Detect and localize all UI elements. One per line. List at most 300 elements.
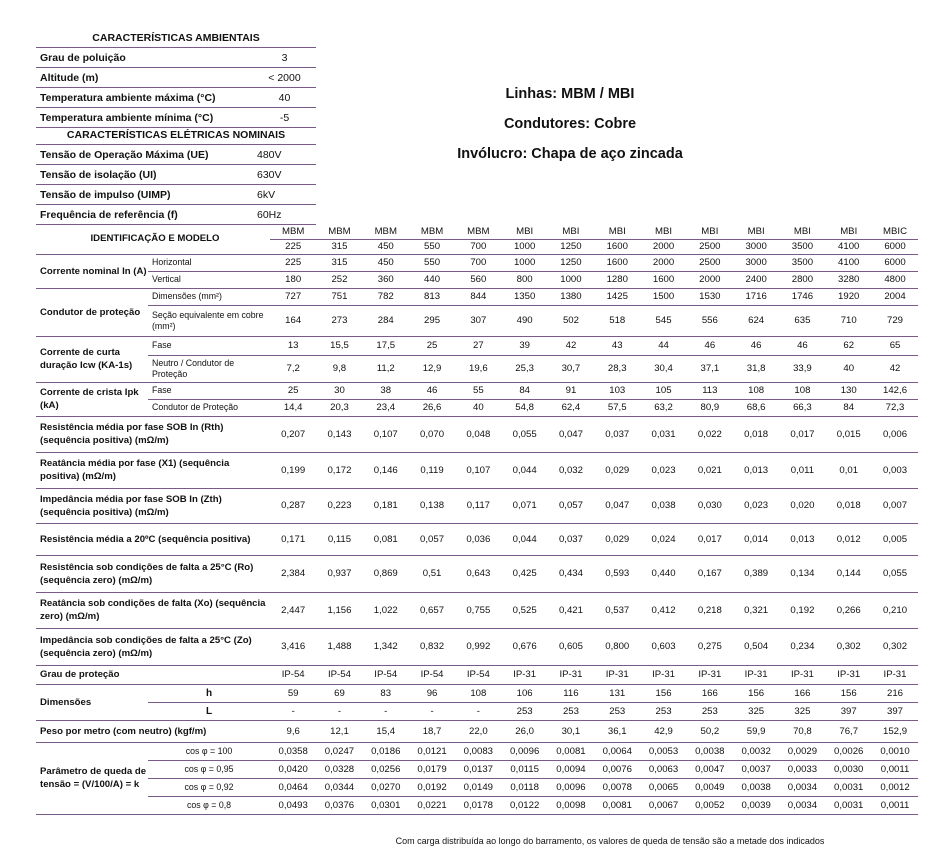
- value-cell: 105: [640, 382, 686, 399]
- value-cell: 800: [502, 271, 548, 288]
- value-cell: 0,171: [270, 523, 316, 555]
- value-cell: 156: [733, 684, 779, 702]
- value-cell: 0,038: [640, 488, 686, 523]
- value-cell: 0,0031: [826, 778, 872, 796]
- value-cell: 0,044: [502, 523, 548, 555]
- value-cell: 17,5: [363, 336, 409, 355]
- value-cell: 0,0039: [733, 796, 779, 814]
- value-cell: 46: [779, 336, 825, 355]
- table-row: [36, 416, 918, 452]
- value-cell: 0,605: [548, 628, 594, 665]
- value-cell: 0,071: [502, 488, 548, 523]
- value-cell: 0,044: [502, 452, 548, 488]
- value-cell: 42: [548, 336, 594, 355]
- value-cell: 40: [826, 355, 872, 382]
- value-cell: 1380: [548, 288, 594, 305]
- line-cell: MBI: [594, 224, 640, 239]
- row-label: Reatância sob condições de falta (Xo) (sequência zero) (mΩ/m): [36, 592, 270, 628]
- value-cell: 31,8: [733, 355, 779, 382]
- value-cell: 0,0031: [826, 796, 872, 814]
- value-cell: 0,643: [455, 555, 501, 592]
- value-cell: 0,0033: [779, 760, 825, 778]
- value-cell: 0,015: [826, 416, 872, 452]
- value-cell: IP-54: [270, 665, 316, 684]
- table-row: [36, 399, 918, 416]
- line-cell: MBI: [548, 224, 594, 239]
- value-cell: 62: [826, 336, 872, 355]
- value-cell: 315: [316, 254, 362, 271]
- value-cell: 0,504: [733, 628, 779, 665]
- table-row: [36, 796, 918, 814]
- value-cell: 0,0149: [455, 778, 501, 796]
- value-cell: 0,0011: [872, 760, 918, 778]
- value-cell: 252: [316, 271, 362, 288]
- value-cell: 0,0038: [733, 778, 779, 796]
- value-cell: 700: [455, 254, 501, 271]
- headline-lines: Linhas: MBM / MBI: [505, 86, 635, 102]
- value-cell: 0,020: [779, 488, 825, 523]
- value-cell: 42,9: [640, 720, 686, 742]
- sub-label: cos φ = 100: [148, 742, 270, 760]
- table-row: [36, 452, 918, 488]
- value-cell: 50,2: [687, 720, 733, 742]
- value-cell: 12,9: [409, 355, 455, 382]
- table-row: [36, 592, 918, 628]
- value-cell: 84: [502, 382, 548, 399]
- elec-header: CARACTERÍSTICAS ELÉTRICAS NOMINAIS: [36, 125, 316, 145]
- value-cell: 12,1: [316, 720, 362, 742]
- value-cell: 0,0420: [270, 760, 316, 778]
- line-cell: MBM: [270, 224, 316, 239]
- value-cell: 14,4: [270, 399, 316, 416]
- value-cell: 0,023: [733, 488, 779, 523]
- value-cell: 0,0034: [779, 778, 825, 796]
- value-cell: 9,8: [316, 355, 362, 382]
- value-cell: 450: [363, 254, 409, 271]
- value-cell: 0,0026: [826, 742, 872, 760]
- value-cell: 0,143: [316, 416, 362, 452]
- id-model-label: IDENTIFICAÇÃO E MODELO: [36, 224, 270, 254]
- value-cell: 782: [363, 288, 409, 305]
- sub-label: Horizontal: [148, 254, 270, 271]
- elec-label: Tensão de isolação (UI): [36, 165, 253, 185]
- value-cell: 0,0067: [640, 796, 686, 814]
- value-cell: 0,832: [409, 628, 455, 665]
- value-cell: 0,0081: [548, 742, 594, 760]
- value-cell: 0,199: [270, 452, 316, 488]
- env-header: CARACTERÍSTICAS AMBIENTAIS: [36, 28, 316, 48]
- table-row: [36, 665, 918, 684]
- value-cell: 46: [687, 336, 733, 355]
- value-cell: 19,6: [455, 355, 501, 382]
- value-cell: 106: [502, 684, 548, 702]
- headline-enclosure: Invólucro: Chapa de aço zincada: [457, 146, 683, 162]
- value-cell: 284: [363, 305, 409, 336]
- group-label: Corrente nominal In (A): [36, 254, 148, 288]
- value-cell: 0,0098: [548, 796, 594, 814]
- value-cell: 72,3: [872, 399, 918, 416]
- row-label: Impedância média por fase SOB In (Zth) (sequência positiva) (mΩ/m): [36, 488, 270, 523]
- value-cell: 57,5: [594, 399, 640, 416]
- value-cell: 0,048: [455, 416, 501, 452]
- value-cell: IP-31: [502, 665, 548, 684]
- value-cell: 76,7: [826, 720, 872, 742]
- value-cell: 0,0064: [594, 742, 640, 760]
- value-cell: 2400: [733, 271, 779, 288]
- value-cell: 0,013: [779, 523, 825, 555]
- env-value: 3: [253, 48, 316, 68]
- value-cell: 1,022: [363, 592, 409, 628]
- value-cell: 635: [779, 305, 825, 336]
- table-row: [36, 555, 918, 592]
- value-cell: 0,0122: [502, 796, 548, 814]
- value-cell: 30,7: [548, 355, 594, 382]
- model-cell: 1600: [594, 239, 640, 254]
- value-cell: 0,018: [733, 416, 779, 452]
- table-row: [36, 355, 918, 382]
- value-cell: 25,3: [502, 355, 548, 382]
- value-cell: 59: [270, 684, 316, 702]
- sub-label: Vertical: [148, 271, 270, 288]
- value-cell: 0,755: [455, 592, 501, 628]
- value-cell: 0,869: [363, 555, 409, 592]
- value-cell: 0,146: [363, 452, 409, 488]
- value-cell: 0,192: [779, 592, 825, 628]
- value-cell: 545: [640, 305, 686, 336]
- value-cell: 490: [502, 305, 548, 336]
- value-cell: 0,412: [640, 592, 686, 628]
- value-cell: 0,144: [826, 555, 872, 592]
- value-cell: 1920: [826, 288, 872, 305]
- value-cell: 0,434: [548, 555, 594, 592]
- line-cell: MBM: [455, 224, 501, 239]
- value-cell: 0,0192: [409, 778, 455, 796]
- value-cell: IP-31: [548, 665, 594, 684]
- value-cell: 30,4: [640, 355, 686, 382]
- value-cell: 0,234: [779, 628, 825, 665]
- value-cell: 0,024: [640, 523, 686, 555]
- value-cell: 0,0030: [826, 760, 872, 778]
- value-cell: 166: [779, 684, 825, 702]
- value-cell: 15,5: [316, 336, 362, 355]
- value-cell: 55: [455, 382, 501, 399]
- value-cell: 0,047: [594, 488, 640, 523]
- line-cell: MBI: [687, 224, 733, 239]
- value-cell: 560: [455, 271, 501, 288]
- value-cell: 0,0053: [640, 742, 686, 760]
- value-cell: 273: [316, 305, 362, 336]
- value-cell: 25: [409, 336, 455, 355]
- value-cell: 0,107: [455, 452, 501, 488]
- value-cell: 84: [826, 399, 872, 416]
- line-cell: MBI: [779, 224, 825, 239]
- value-cell: 46: [409, 382, 455, 399]
- value-cell: 43: [594, 336, 640, 355]
- value-cell: 813: [409, 288, 455, 305]
- value-cell: IP-31: [687, 665, 733, 684]
- value-cell: 142,6: [872, 382, 918, 399]
- value-cell: 0,0096: [548, 778, 594, 796]
- value-cell: 518: [594, 305, 640, 336]
- value-cell: 2000: [640, 254, 686, 271]
- elec-value: 480V: [253, 145, 316, 165]
- value-cell: 0,0247: [316, 742, 362, 760]
- value-cell: -: [363, 702, 409, 720]
- value-cell: 0,0011: [872, 796, 918, 814]
- value-cell: 624: [733, 305, 779, 336]
- line-cell: MBI: [733, 224, 779, 239]
- value-cell: 36,1: [594, 720, 640, 742]
- row-label: Grau de proteção: [36, 665, 270, 684]
- value-cell: 295: [409, 305, 455, 336]
- value-cell: 0,275: [687, 628, 733, 665]
- value-cell: 0,032: [548, 452, 594, 488]
- value-cell: 0,218: [687, 592, 733, 628]
- value-cell: 0,937: [316, 555, 362, 592]
- group-label: Dimensões: [36, 684, 148, 720]
- value-cell: 80,9: [687, 399, 733, 416]
- value-cell: 0,0034: [779, 796, 825, 814]
- table-row: [36, 778, 918, 796]
- value-cell: 96: [409, 684, 455, 702]
- value-cell: 0,055: [872, 555, 918, 592]
- value-cell: 0,014: [733, 523, 779, 555]
- value-cell: 0,0344: [316, 778, 362, 796]
- group-label: Corrente de curta duração Icw (KA-1s): [36, 336, 148, 382]
- value-cell: 325: [733, 702, 779, 720]
- value-cell: 0,676: [502, 628, 548, 665]
- env-value: -5: [253, 108, 316, 128]
- value-cell: 0,081: [363, 523, 409, 555]
- value-cell: 68,6: [733, 399, 779, 416]
- table-row: [36, 684, 918, 702]
- value-cell: 25: [270, 382, 316, 399]
- value-cell: 0,057: [409, 523, 455, 555]
- value-cell: 103: [594, 382, 640, 399]
- value-cell: 0,029: [594, 452, 640, 488]
- line-cell: MBI: [502, 224, 548, 239]
- value-cell: 0,012: [826, 523, 872, 555]
- value-cell: 26,0: [502, 720, 548, 742]
- value-cell: 0,593: [594, 555, 640, 592]
- value-cell: 3000: [733, 254, 779, 271]
- line-cell: MBM: [409, 224, 455, 239]
- value-cell: 0,0464: [270, 778, 316, 796]
- table-row: [36, 628, 918, 665]
- value-cell: 30: [316, 382, 362, 399]
- value-cell: 0,036: [455, 523, 501, 555]
- value-cell: 1000: [502, 254, 548, 271]
- value-cell: 7,2: [270, 355, 316, 382]
- sub-label: Dimensões (mm²): [148, 288, 270, 305]
- value-cell: 9,6: [270, 720, 316, 742]
- env-value: < 2000: [253, 68, 316, 88]
- env-label: Grau de poluição: [36, 48, 253, 68]
- value-cell: 113: [687, 382, 733, 399]
- value-cell: 397: [872, 702, 918, 720]
- row-label: Resistência média a 20ºC (sequência positiva): [36, 523, 270, 555]
- value-cell: 0,302: [826, 628, 872, 665]
- value-cell: 0,003: [872, 452, 918, 488]
- value-cell: 0,017: [779, 416, 825, 452]
- value-cell: 0,0256: [363, 760, 409, 778]
- value-cell: 0,0493: [270, 796, 316, 814]
- value-cell: IP-54: [316, 665, 362, 684]
- value-cell: 0,107: [363, 416, 409, 452]
- value-cell: 69: [316, 684, 362, 702]
- line-cell: MBM: [316, 224, 362, 239]
- value-cell: 0,0012: [872, 778, 918, 796]
- value-cell: 59,9: [733, 720, 779, 742]
- value-cell: 751: [316, 288, 362, 305]
- value-cell: 0,030: [687, 488, 733, 523]
- model-cell: 550: [409, 239, 455, 254]
- value-cell: 1600: [640, 271, 686, 288]
- value-cell: 0,011: [779, 452, 825, 488]
- table-row: [36, 224, 918, 239]
- value-cell: 0,138: [409, 488, 455, 523]
- value-cell: 0,005: [872, 523, 918, 555]
- value-cell: 0,0186: [363, 742, 409, 760]
- value-cell: 253: [502, 702, 548, 720]
- value-cell: 0,007: [872, 488, 918, 523]
- sub-label: cos φ = 0,95: [148, 760, 270, 778]
- model-cell: 3500: [779, 239, 825, 254]
- sub-label: h: [148, 684, 270, 702]
- elec-value: 630V: [253, 165, 316, 185]
- value-cell: 440: [409, 271, 455, 288]
- value-cell: 164: [270, 305, 316, 336]
- value-cell: 0,0081: [594, 796, 640, 814]
- value-cell: 4800: [872, 271, 918, 288]
- value-cell: -: [270, 702, 316, 720]
- value-cell: 0,0010: [872, 742, 918, 760]
- model-cell: 1000: [502, 239, 548, 254]
- value-cell: 0,321: [733, 592, 779, 628]
- value-cell: 0,0052: [687, 796, 733, 814]
- value-cell: IP-31: [594, 665, 640, 684]
- value-cell: -: [409, 702, 455, 720]
- group-label: Parâmetro de queda de tensão = (V/100/A) = k: [36, 742, 148, 814]
- value-cell: 13: [270, 336, 316, 355]
- model-cell: 700: [455, 239, 501, 254]
- table-row: [36, 382, 918, 399]
- value-cell: 0,0096: [502, 742, 548, 760]
- line-cell: MBI: [640, 224, 686, 239]
- value-cell: 0,0032: [733, 742, 779, 760]
- row-label: Reatância média por fase (X1) (sequência positiva) (mΩ/m): [36, 452, 270, 488]
- value-cell: IP-31: [640, 665, 686, 684]
- elec-value: 6kV: [253, 185, 316, 205]
- value-cell: 0,51: [409, 555, 455, 592]
- table-row: [36, 760, 918, 778]
- value-cell: 0,022: [687, 416, 733, 452]
- value-cell: 0,018: [826, 488, 872, 523]
- line-cell: MBI: [826, 224, 872, 239]
- value-cell: 253: [594, 702, 640, 720]
- value-cell: 0,115: [316, 523, 362, 555]
- value-cell: 3500: [779, 254, 825, 271]
- value-cell: 18,7: [409, 720, 455, 742]
- value-cell: 0,0094: [548, 760, 594, 778]
- value-cell: 108: [733, 382, 779, 399]
- value-cell: 0,287: [270, 488, 316, 523]
- sub-label: L: [148, 702, 270, 720]
- value-cell: 180: [270, 271, 316, 288]
- table-row: [36, 305, 918, 336]
- value-cell: 40: [455, 399, 501, 416]
- group-label: Condutor de proteção: [36, 288, 148, 336]
- env-label: Temperatura ambiente mínima (°C): [36, 108, 253, 128]
- value-cell: 216: [872, 684, 918, 702]
- value-cell: 1425: [594, 288, 640, 305]
- value-cell: 0,207: [270, 416, 316, 452]
- value-cell: 0,0037: [733, 760, 779, 778]
- value-cell: 116: [548, 684, 594, 702]
- value-cell: 556: [687, 305, 733, 336]
- value-cell: 33,9: [779, 355, 825, 382]
- model-cell: 1250: [548, 239, 594, 254]
- value-cell: 166: [687, 684, 733, 702]
- value-cell: 66,3: [779, 399, 825, 416]
- footnote: Com carga distribuída ao longo do barramento, os valores de queda de tensão são a metade dos indicados: [395, 836, 825, 846]
- value-cell: 0,021: [687, 452, 733, 488]
- value-cell: 0,0115: [502, 760, 548, 778]
- value-cell: 1000: [548, 271, 594, 288]
- elec-label: Tensão de Operação Máxima (UE): [36, 145, 253, 165]
- value-cell: IP-54: [455, 665, 501, 684]
- value-cell: 502: [548, 305, 594, 336]
- value-cell: 0,0301: [363, 796, 409, 814]
- value-cell: 1250: [548, 254, 594, 271]
- value-cell: 0,266: [826, 592, 872, 628]
- env-label: Altitude (m): [36, 68, 253, 88]
- value-cell: 0,0118: [502, 778, 548, 796]
- value-cell: 325: [779, 702, 825, 720]
- value-cell: 83: [363, 684, 409, 702]
- value-cell: 11,2: [363, 355, 409, 382]
- value-cell: 2,384: [270, 555, 316, 592]
- elec-value: 60Hz: [253, 205, 316, 225]
- value-cell: 0,0376: [316, 796, 362, 814]
- value-cell: 28,3: [594, 355, 640, 382]
- value-cell: 710: [826, 305, 872, 336]
- row-label: Peso por metro (com neutro) (kgf/m): [36, 720, 270, 742]
- value-cell: 1,156: [316, 592, 362, 628]
- value-cell: 0,017: [687, 523, 733, 555]
- value-cell: 0,657: [409, 592, 455, 628]
- value-cell: 108: [779, 382, 825, 399]
- value-cell: 0,172: [316, 452, 362, 488]
- value-cell: 37,1: [687, 355, 733, 382]
- electrical-characteristics-table: [36, 125, 316, 225]
- value-cell: 39: [502, 336, 548, 355]
- value-cell: 26,6: [409, 399, 455, 416]
- value-cell: IP-31: [733, 665, 779, 684]
- value-cell: 20,3: [316, 399, 362, 416]
- value-cell: 0,389: [733, 555, 779, 592]
- value-cell: 6000: [872, 254, 918, 271]
- value-cell: 44: [640, 336, 686, 355]
- value-cell: 1746: [779, 288, 825, 305]
- value-cell: IP-54: [363, 665, 409, 684]
- value-cell: 0,117: [455, 488, 501, 523]
- value-cell: 0,023: [640, 452, 686, 488]
- value-cell: 22,0: [455, 720, 501, 742]
- value-cell: 0,0328: [316, 760, 362, 778]
- value-cell: 307: [455, 305, 501, 336]
- value-cell: 1530: [687, 288, 733, 305]
